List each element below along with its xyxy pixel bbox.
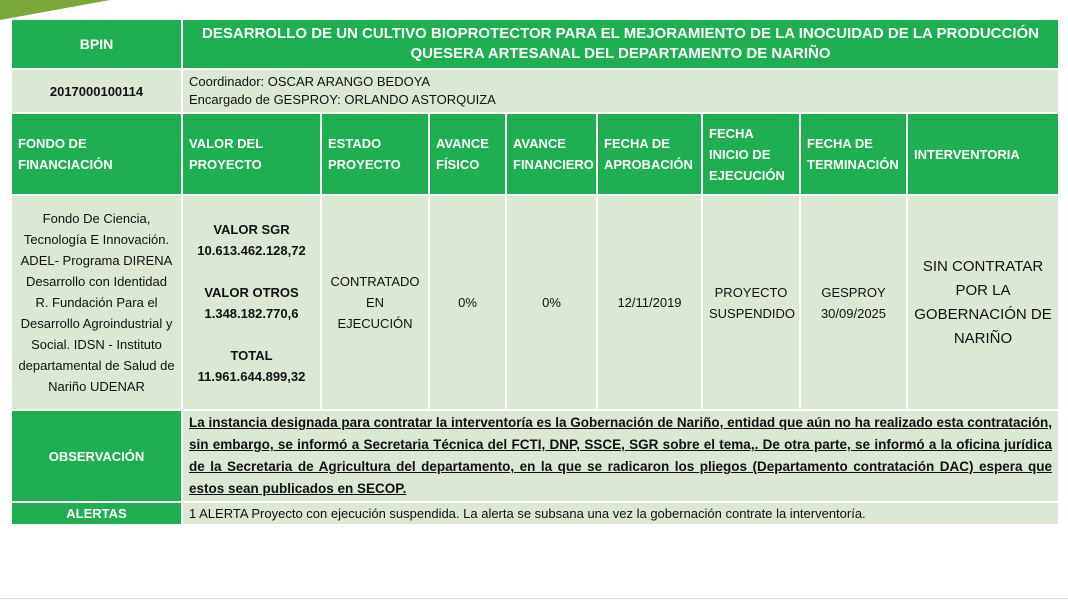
valor-otros: 1.348.182.770,6 (204, 305, 299, 321)
table-row (11, 195, 1059, 410)
observacion-row (11, 410, 1059, 502)
decorative-corner (0, 0, 110, 20)
observacion-text: La instancia designada para contratar la interventoría es la Gobernación de Nariño, entidad que aún no ha realizado esta contratación, sin embargo, se informó a Secretaria Técnica del FCTI, DNP, SSCE, SGR sobre el tema,. De otra parte, se informó a la oficina jurídica de la Secretaria de Agricultura del departamento, en la que se radicaron los pliegos (Departamento contratación DAC) espera que estos sean publicados en SECOP. (182, 410, 1059, 502)
header-fecha-inicio: FECHA INICIO DE EJECUCIÓN (702, 113, 800, 195)
header-avance-financiero: AVANCE FINANCIERO (506, 113, 597, 195)
project-table (10, 18, 1060, 526)
header-interventoria: INTERVENTORIA (907, 113, 1059, 195)
estado-proyecto: CONTRATADO EN EJECUCIÓN (321, 195, 429, 410)
slide-footer-line (0, 598, 1068, 599)
coordinator: Coordinador: OSCAR ARANGO BEDOYA (189, 74, 431, 89)
header-valor: VALOR DEL PROYECTO (182, 113, 321, 195)
fecha-terminacion (800, 195, 907, 410)
alertas-text: 1 ALERTA Proyecto con ejecución suspendida. La alerta se subsana una vez la gobernación contrate la interventoría. (182, 502, 1059, 525)
alertas-row (11, 502, 1059, 525)
header-fecha-terminacion: FECHA DE TERMINACIÓN (800, 113, 907, 195)
total-value: 11.961.644.899,32 (197, 368, 306, 384)
fondo-financiacion: Fondo De Ciencia, Tecnología E Innovación. ADEL- Programa DIRENA Desarrollo con Identidad R. Fundación Para el Desarrollo Agroindustrial y Social. IDSN - Instituto departamental de Salud de Nariño UDENAR (11, 195, 182, 410)
valor-sgr-label: VALOR SGR (213, 221, 290, 237)
avance-fisico: 0% (429, 195, 506, 410)
bpin-label: BPIN (11, 19, 182, 69)
observacion-label: OBSERVACIÓN (11, 410, 182, 502)
avance-financiero: 0% (506, 195, 597, 410)
header-fecha-aprobacion: FECHA DE APROBACIÓN (597, 113, 702, 195)
project-people (182, 69, 1059, 113)
title-row (11, 19, 1059, 69)
interventoria-status: SIN CONTRATAR POR LA GOBERNACIÓN DE NARIÑO (907, 195, 1059, 410)
total-label: TOTAL (230, 347, 273, 363)
header-fondo: FONDO DE FINANCIACIÓN (11, 113, 182, 195)
fecha-terminacion-value: 30/09/2025 (820, 305, 887, 321)
fecha-terminacion-label: GESPROY (821, 284, 886, 300)
fecha-aprobacion: 12/11/2019 (597, 195, 702, 410)
gesproy-manager: Encargado de GESPROY: ORLANDO ASTORQUIZA (189, 92, 496, 107)
column-header-row (11, 113, 1059, 195)
alertas-label: ALERTAS (11, 502, 182, 525)
header-estado: ESTADO PROYECTO (321, 113, 429, 195)
project-title: DESARROLLO DE UN CULTIVO BIOPROTECTOR PARA EL MEJORAMIENTO DE LA INOCUIDAD DE LA PRODUCCIÓN QUESERA ARTESANAL DEL DEPARTAMENTO DE NARIÑO (182, 19, 1059, 69)
bpin-code: 2017000100114 (11, 69, 182, 113)
valor-proyecto (182, 195, 321, 410)
fecha-inicio: PROYECTO SUSPENDIDO (702, 195, 800, 410)
valor-otros-label: VALOR OTROS (204, 284, 299, 300)
header-avance-fisico: AVANCE FÍSICO (429, 113, 506, 195)
valor-sgr: 10.613.462.128,72 (197, 242, 306, 258)
bpin-row (11, 69, 1059, 113)
